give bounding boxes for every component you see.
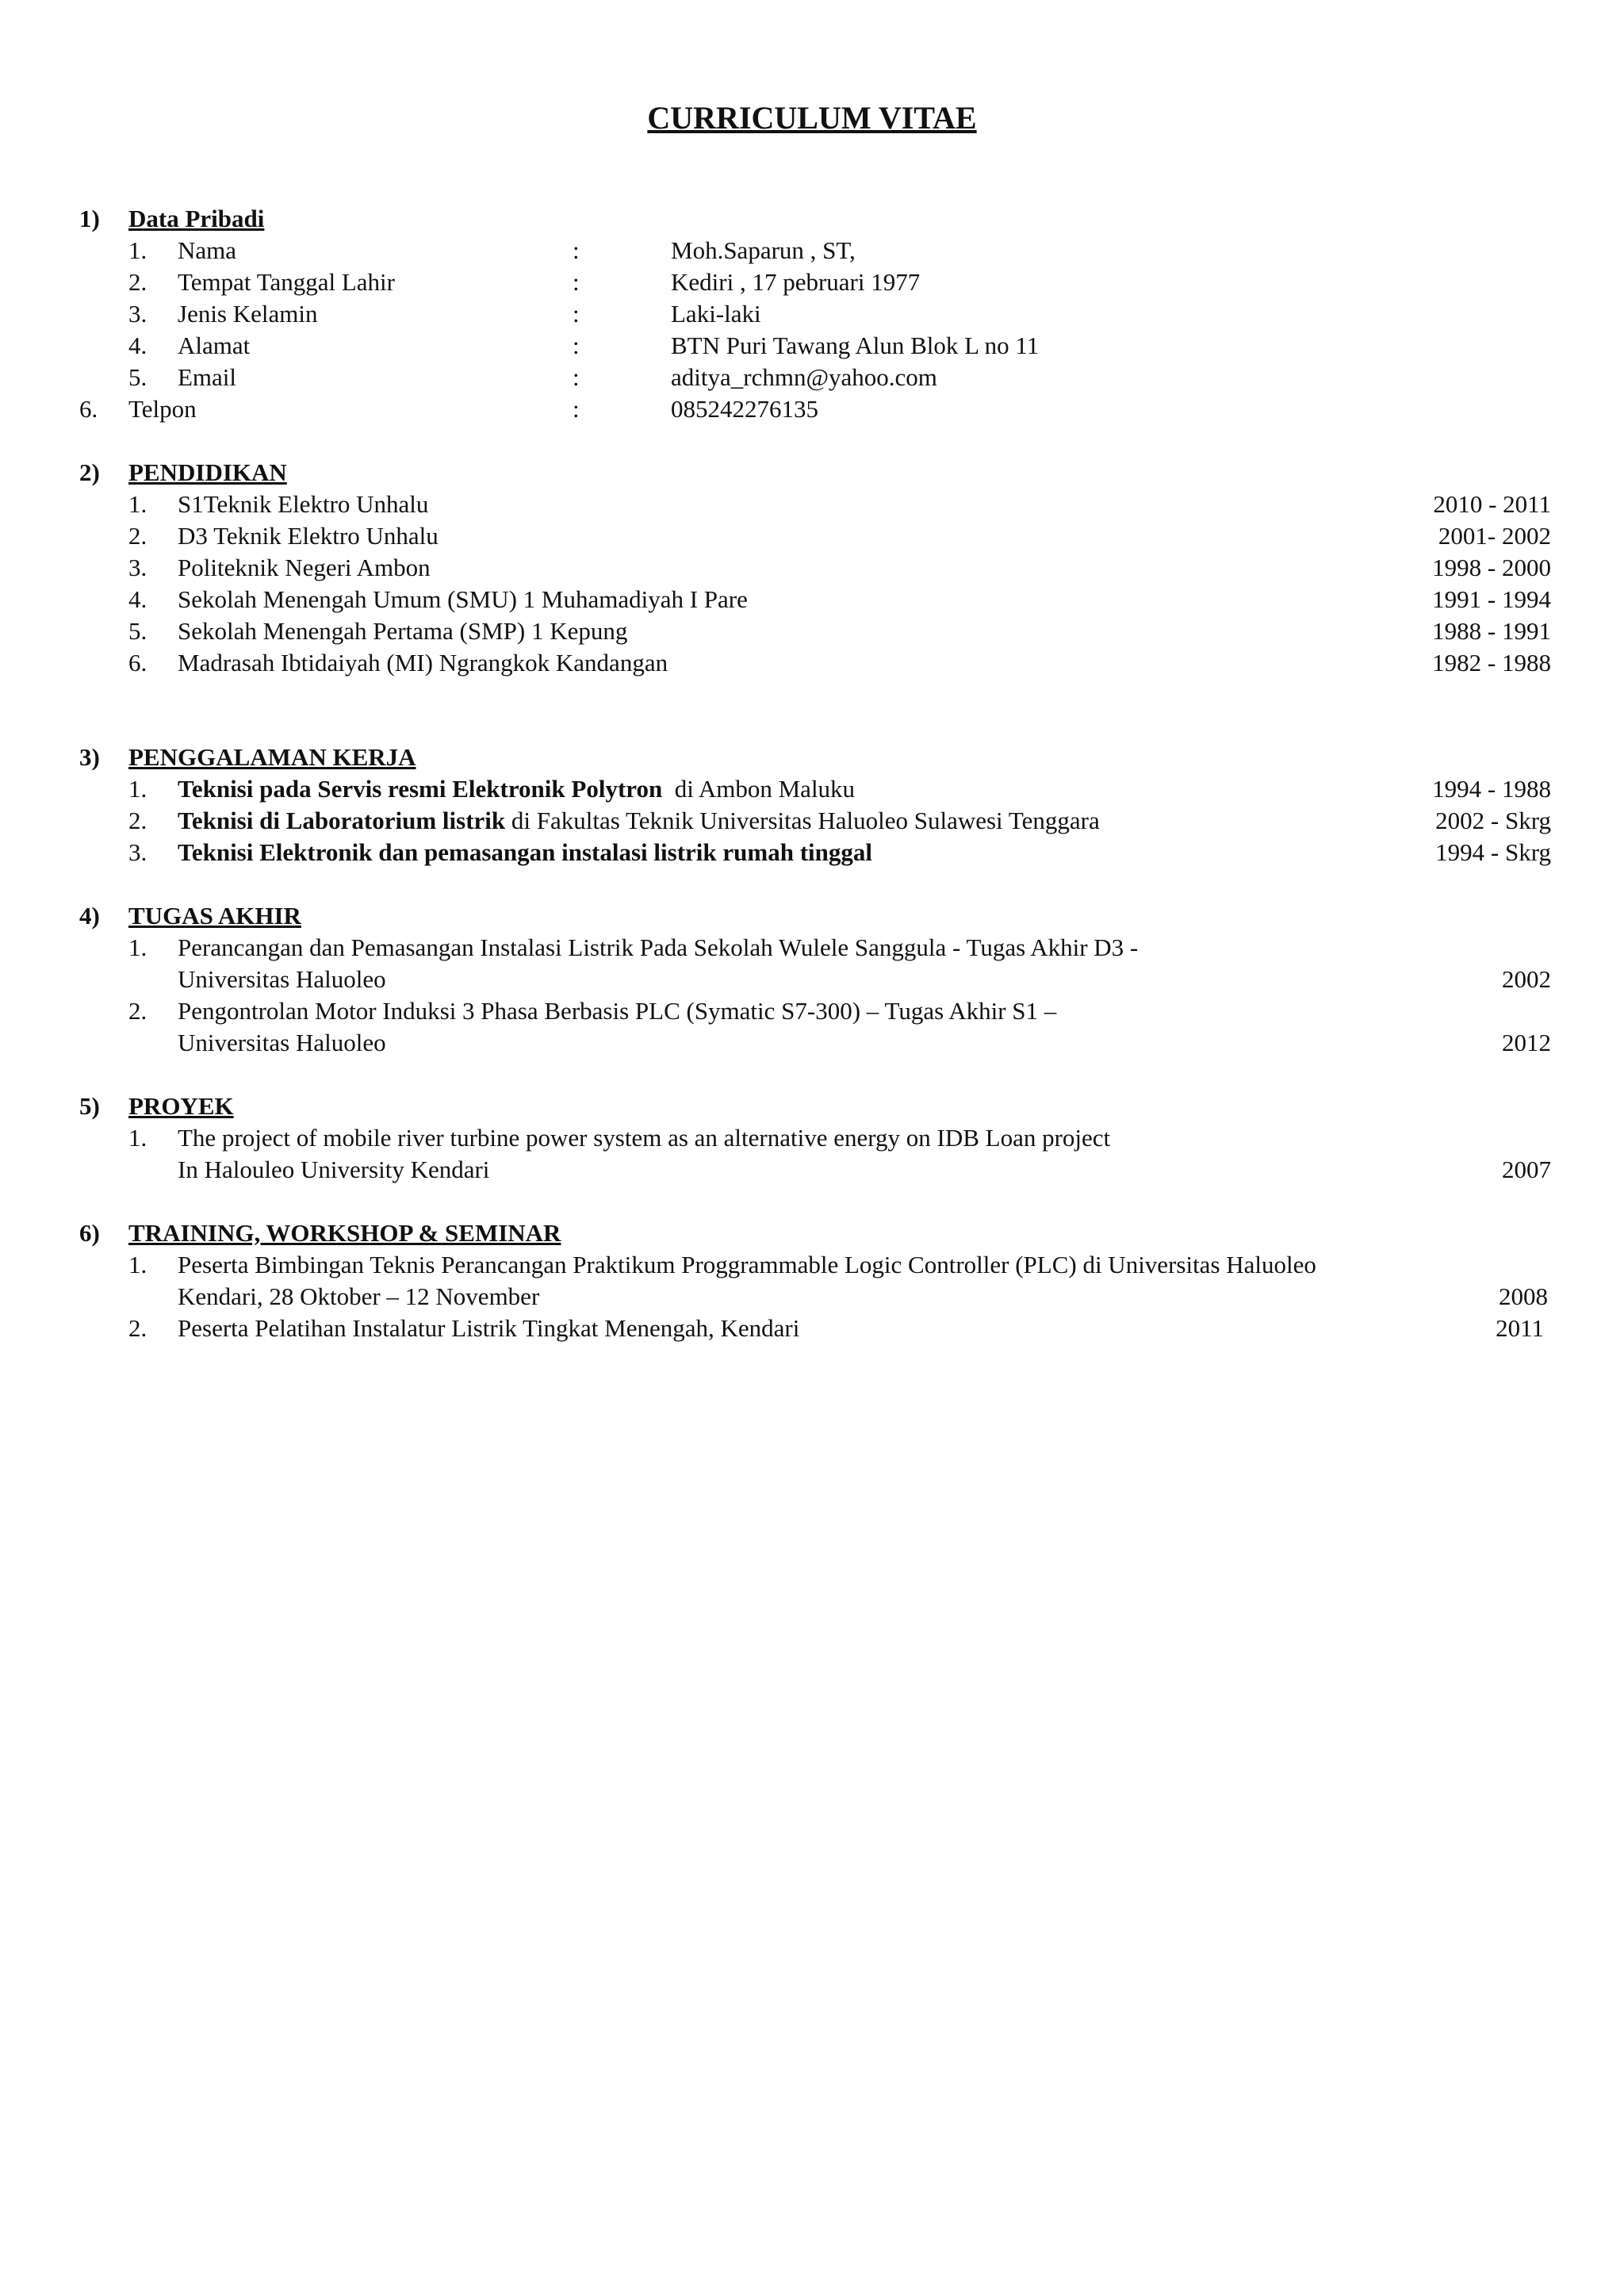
field-value: Kediri , 17 pebruari 1977: [671, 268, 921, 296]
education-years: 1998 - 2000: [1432, 554, 1551, 581]
education-years: 1991 - 1994: [1432, 585, 1551, 613]
training-row: [0, 1249, 1624, 1281]
field-label: Tempat Tanggal Lahir: [178, 268, 395, 296]
education-institution: Madrasah Ibtidaiyah (MI) Ngrangkok Kandangan: [178, 649, 668, 677]
item-number: 2.: [128, 1314, 147, 1342]
training-location-date: Kendari, 28 Oktober – 12 November: [178, 1282, 540, 1310]
thesis-row: [0, 995, 1624, 1027]
experience-description: [178, 773, 855, 805]
item-number: 1.: [128, 1124, 147, 1152]
experience-row: [0, 837, 1624, 868]
field-value: BTN Puri Tawang Alun Blok L no 11: [671, 332, 1040, 359]
training-year: 2011: [1496, 1314, 1544, 1342]
section-number: 6): [79, 1219, 100, 1247]
experience-role: Teknisi Elektronik dan pemasangan instalasi listrik rumah tinggal: [178, 838, 872, 866]
field-label: Jenis Kelamin: [178, 300, 318, 328]
section-title: PROYEK: [128, 1092, 234, 1120]
project-location: In Halouleo University Kendari: [178, 1156, 490, 1183]
item-number: 2.: [128, 522, 147, 550]
education-institution: Sekolah Menengah Pertama (SMP) 1 Kepung: [178, 617, 628, 645]
personal-row-gender: [0, 298, 1624, 330]
education-institution: Politeknik Negeri Ambon: [178, 554, 431, 581]
personal-row-birth: [0, 266, 1624, 298]
education-row: [0, 489, 1624, 520]
item-number: 1.: [128, 933, 147, 961]
experience-description: [178, 805, 1100, 837]
field-value: Moh.Saparun , ST,: [671, 236, 856, 264]
section-heading-pengalaman: [0, 742, 1624, 773]
section-heading-training: [0, 1217, 1624, 1249]
education-row: [0, 647, 1624, 679]
experience-role: Teknisi di Laboratorium listrik: [178, 807, 506, 834]
field-label: Email: [178, 363, 237, 391]
education-institution: D3 Teknik Elektro Unhalu: [178, 522, 439, 550]
section-heading-pendidikan: [0, 457, 1624, 489]
document-title: CURRICULUM VITAE: [647, 100, 977, 136]
section-title: PENGGALAMAN KERJA: [128, 743, 416, 771]
project-title: The project of mobile river turbine power system as an alternative energy on IDB Loan project: [178, 1124, 1111, 1152]
education-row: [0, 615, 1624, 647]
item-number: 1.: [128, 236, 147, 264]
project-row-continued: [0, 1154, 1624, 1186]
section-title: PENDIDIKAN: [128, 458, 287, 486]
item-number: 5.: [128, 617, 147, 645]
training-title: Peserta Bimbingan Teknis Perancangan Praktikum Proggrammable Logic Controller (PLC) di Universitas Haluoleo: [178, 1251, 1316, 1278]
section-title: TUGAS AKHIR: [128, 902, 301, 930]
training-year: 2008: [1499, 1282, 1548, 1310]
education-years: 2010 - 2011: [1433, 490, 1551, 518]
thesis-row: [0, 932, 1624, 964]
item-number: 5.: [128, 363, 147, 391]
experience-place: di Ambon Maluku: [662, 775, 856, 803]
item-number: 4.: [128, 585, 147, 613]
thesis-year: 2002: [1502, 965, 1551, 993]
project-row: [0, 1122, 1624, 1154]
education-row: [0, 552, 1624, 584]
field-label: Alamat: [178, 332, 251, 359]
thesis-institution: Universitas Haluoleo: [178, 965, 386, 993]
section-number: 1): [79, 205, 100, 232]
education-institution: Sekolah Menengah Umum (SMU) 1 Muhamadiyah I Pare: [178, 585, 748, 613]
experience-role: Teknisi pada Servis resmi Elektronik Polytron: [178, 775, 663, 803]
education-row: [0, 520, 1624, 552]
training-row: [0, 1313, 1624, 1344]
section-heading-proyek: [0, 1091, 1624, 1122]
section-number: 4): [79, 902, 100, 930]
experience-row: [0, 773, 1624, 805]
item-number: 4.: [128, 332, 147, 359]
field-separator: :: [573, 332, 580, 359]
experience-years: 1994 - 1988: [1432, 775, 1551, 803]
email-address[interactable]: aditya_rchmn@yahoo.com: [671, 363, 937, 391]
item-number: 1.: [128, 1251, 147, 1278]
thesis-row-continued: [0, 964, 1624, 995]
section-number: 5): [79, 1092, 100, 1120]
training-row-continued: [0, 1281, 1624, 1313]
field-label: Telpon: [128, 395, 197, 423]
experience-years: 2002 - Skrg: [1435, 807, 1551, 834]
field-value: Laki-laki: [671, 300, 761, 328]
item-number: 6.: [128, 649, 147, 677]
section-heading-data-pribadi: [0, 203, 1624, 235]
education-years: 1982 - 1988: [1432, 649, 1551, 677]
item-number: 3.: [128, 838, 147, 866]
thesis-title: Pengontrolan Motor Induksi 3 Phasa Berbasis PLC (Symatic S7-300) – Tugas Akhir S1 –: [178, 997, 1057, 1025]
section-title: TRAINING, WORKSHOP & SEMINAR: [128, 1219, 561, 1247]
item-number: 3.: [128, 300, 147, 328]
education-years: 2001- 2002: [1438, 522, 1551, 550]
section-heading-tugas-akhir: [0, 900, 1624, 932]
experience-description: [178, 837, 872, 868]
experience-years: 1994 - Skrg: [1435, 838, 1551, 866]
thesis-institution: Universitas Haluoleo: [178, 1029, 386, 1056]
thesis-row-continued: [0, 1027, 1624, 1059]
training-title: Peserta Pelatihan Instalatur Listrik Tingkat Menengah, Kendari: [178, 1314, 800, 1342]
experience-place: di Fakultas Teknik Universitas Haluoleo Sulawesi Tenggara: [505, 807, 1100, 834]
personal-row-address: [0, 330, 1624, 362]
field-separator: :: [573, 395, 580, 423]
personal-row-email: [0, 362, 1624, 393]
item-number: 2.: [128, 268, 147, 296]
item-number: 2.: [128, 807, 147, 834]
item-number: 3.: [128, 554, 147, 581]
project-year: 2007: [1502, 1156, 1551, 1183]
section-number: 3): [79, 743, 100, 771]
experience-row: [0, 805, 1624, 837]
field-label: Nama: [178, 236, 237, 264]
section-title: Data Pribadi: [128, 205, 265, 232]
education-institution: S1Teknik Elektro Unhalu: [178, 490, 429, 518]
section-number: 2): [79, 458, 100, 486]
item-number: 2.: [128, 997, 147, 1025]
field-value: 085242276135: [671, 395, 818, 423]
item-number: 6.: [79, 395, 98, 423]
field-separator: :: [573, 236, 580, 264]
personal-row-phone: [0, 393, 1624, 425]
personal-row-nama: [0, 235, 1624, 266]
education-row: [0, 584, 1624, 615]
field-separator: :: [573, 268, 580, 296]
thesis-title: Perancangan dan Pemasangan Instalasi Listrik Pada Sekolah Wulele Sanggula - Tugas Akhir D3 -: [178, 933, 1139, 961]
education-years: 1988 - 1991: [1432, 617, 1551, 645]
thesis-year: 2012: [1502, 1029, 1551, 1056]
field-separator: :: [573, 363, 580, 391]
item-number: 1.: [128, 490, 147, 518]
field-separator: :: [573, 300, 580, 328]
item-number: 1.: [128, 775, 147, 803]
